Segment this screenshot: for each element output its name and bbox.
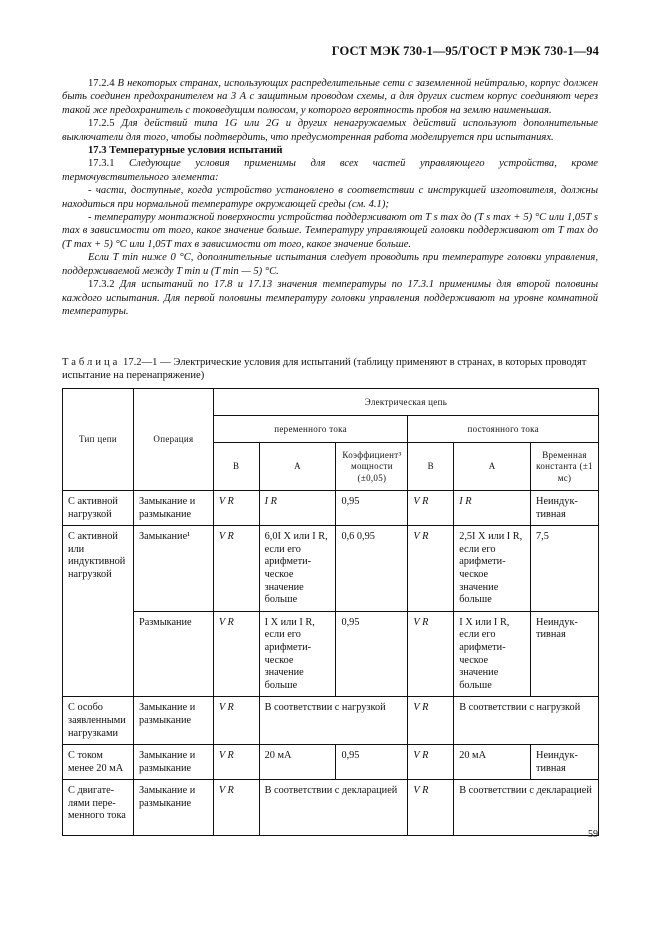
table-row — [63, 491, 599, 526]
clause-text: В некоторых странах, использующих распределительные сети с заземленной нейтралью, корпус должен быть соединен предохранителем на 3 А с защитным проводом схемы, а для других систем корпус соединяют через такой же предохранитель с токоведущим полюсом, у которого вероятность пробоя на землю наименьшая. — [62, 78, 598, 116]
cell-voltage-dc: V R — [408, 491, 454, 526]
header-current-dc: А — [454, 443, 531, 491]
paragraph-17-3-2 — [62, 278, 598, 318]
header-voltage-dc: В — [408, 443, 454, 491]
paragraph-17-2-4 — [62, 77, 598, 117]
cell-voltage-ac: V R — [213, 697, 259, 745]
header-voltage-ac: В — [213, 443, 259, 491]
cell-time-constant: Неиндуктивная — [531, 745, 599, 780]
paragraph-17-2-5 — [62, 117, 598, 144]
cell-power-factor: 0,95 — [336, 491, 408, 526]
cell-operation: Замыкание и размыкание — [133, 745, 213, 780]
cell-time-constant: 7,5 — [531, 526, 599, 612]
header-current-ac: А — [259, 443, 336, 491]
table-caption — [62, 356, 602, 382]
cell-voltage-dc: V R — [408, 780, 454, 836]
header-ac: переменного тока — [213, 416, 408, 443]
table-caption-text: 17.2—1 — Электрические условия для испытаний (таблицу применяют в странах, в которых проводят испытание на перенапряжение) — [62, 357, 587, 382]
cell-current-dc: I R — [454, 491, 531, 526]
page-header: ГОСТ МЭК 730-1—95/ГОСТ Р МЭК 730-1—94 — [331, 44, 599, 58]
cell-current-ac: 6,0I X или I R, если его арифметическое значение больше — [259, 526, 336, 612]
clause-number: 17.2.5 — [88, 118, 115, 130]
header-dc: постоянного тока — [408, 416, 599, 443]
cell-voltage-dc: V R — [408, 526, 454, 612]
cell-current-dc: I X или I R, если его арифметическое значение больше — [454, 611, 531, 697]
cell-power-factor: 0,95 — [336, 745, 408, 780]
cell-power-factor: 0,6 0,95 — [336, 526, 408, 612]
cell-voltage-dc: V R — [408, 745, 454, 780]
cell-current-ac-merged: В соответствии с нагрузкой — [259, 697, 408, 745]
cell-circuit-type: С током менее 20 мА — [63, 745, 134, 780]
cell-current-dc-merged: В соответствии с нагрузкой — [454, 697, 599, 745]
table-row — [63, 611, 599, 697]
header-power-factor: Коэффициент³ мощности (±0,05) — [336, 443, 408, 491]
clause-text: Для действий типа 1G или 2G и других ненагружаемых действий используют дополнительные выключатели для того, чтобы подтвердить, что предусмотренная работа моделируется при испытаниях. — [62, 118, 598, 143]
header-operation: Операция — [133, 389, 213, 491]
cell-voltage-dc: V R — [408, 611, 454, 697]
cell-current-ac-merged: В соответствии с декларацией — [259, 780, 408, 836]
table-caption-label: Таблица — [62, 357, 121, 368]
cell-circuit-type: С активной или индуктивной нагрузкой — [63, 526, 134, 697]
list-item-accessible-parts: - части, доступные, когда устройство установлено в соответствии с инструкцией изготовителя, должны находиться при нормальной температуре окружающей среды (см. 4.1); — [62, 185, 598, 210]
clause-number: 17.3.2 — [88, 279, 115, 291]
clause-text: Следующие условия применимы для всех частей управляющего устройства, кроме термочувствительного элемента: — [62, 158, 598, 183]
cell-current-dc: 20 мА — [454, 745, 531, 780]
cell-operation: Замыкание и размыкание — [133, 780, 213, 836]
cell-voltage-dc: V R — [408, 697, 454, 745]
clause-text: Для испытаний по 17.8 и 17.13 значения температуры по 17.3.1 применимы для второй половины каждого испытания. Для первой половины температуру головки управления поддерживают на уровне комнатной температуры. — [62, 279, 598, 317]
cell-voltage-ac: V R — [213, 745, 259, 780]
clause-number: 17.2.4 — [88, 78, 115, 89]
cell-operation: Размыкание — [133, 611, 213, 697]
cell-time-constant: Неиндуктивная — [531, 491, 599, 526]
cell-current-ac: I R — [259, 491, 336, 526]
table-row — [63, 745, 599, 780]
table-row — [63, 526, 599, 612]
clause-number: 17.3.1 — [88, 158, 115, 170]
electrical-conditions-table — [62, 388, 599, 836]
section-title: 17.3 Температурные условия испытаний — [88, 145, 283, 157]
paragraph-17-3-1 — [62, 157, 598, 184]
header-electric-circuit: Электрическая цепь — [213, 389, 598, 416]
cell-circuit-type: С активной нагрузкой — [63, 491, 134, 526]
table-row — [63, 697, 599, 745]
cell-voltage-ac: V R — [213, 491, 259, 526]
cell-circuit-type: С особо заявленными нагрузками — [63, 697, 134, 745]
table-row — [63, 780, 599, 836]
cell-time-constant: Неиндуктивная — [531, 611, 599, 697]
cell-voltage-ac: V R — [213, 611, 259, 697]
cell-power-factor: 0,95 — [336, 611, 408, 697]
cell-current-dc-merged: В соответствии с декларацией — [454, 780, 599, 836]
page-number: 59 — [588, 829, 598, 840]
cell-operation: Замыкание и размыкание — [133, 491, 213, 526]
header-circuit-type: Тип цепи — [63, 389, 134, 491]
header-time-constant: Временная константа (±1 мс) — [531, 443, 599, 491]
cell-operation: Замыкание¹ — [133, 526, 213, 612]
cell-current-dc: 2,5I X или I R, если его арифметическое значение больше — [454, 526, 531, 612]
cell-operation: Замыкание и размыкание — [133, 697, 213, 745]
cell-current-ac: 20 мА — [259, 745, 336, 780]
cell-voltage-ac: V R — [213, 780, 259, 836]
body-text — [62, 77, 598, 318]
paragraph-tmin: Если T min ниже 0 °С, дополнительные испытания следует проводить при температуре головки управления, поддерживаемой между T min и (T min — 5) °С. — [62, 252, 598, 277]
list-item-mounting-surface: - температуру монтажной поверхности устройства поддерживают от T s max до (T s max + 5) °С или 1,05T s max в зависимости от того, какое значение больше. Температуру управляющей головки поддерживают от T max до (T max + 5) °С или 1,05T max в зависимости от того, какое значение больше. — [62, 212, 598, 250]
cell-voltage-ac: V R — [213, 526, 259, 612]
cell-current-ac: I X или I R, если его арифметическое значение больше — [259, 611, 336, 697]
cell-circuit-type: С двигателями переменного тока — [63, 780, 134, 836]
